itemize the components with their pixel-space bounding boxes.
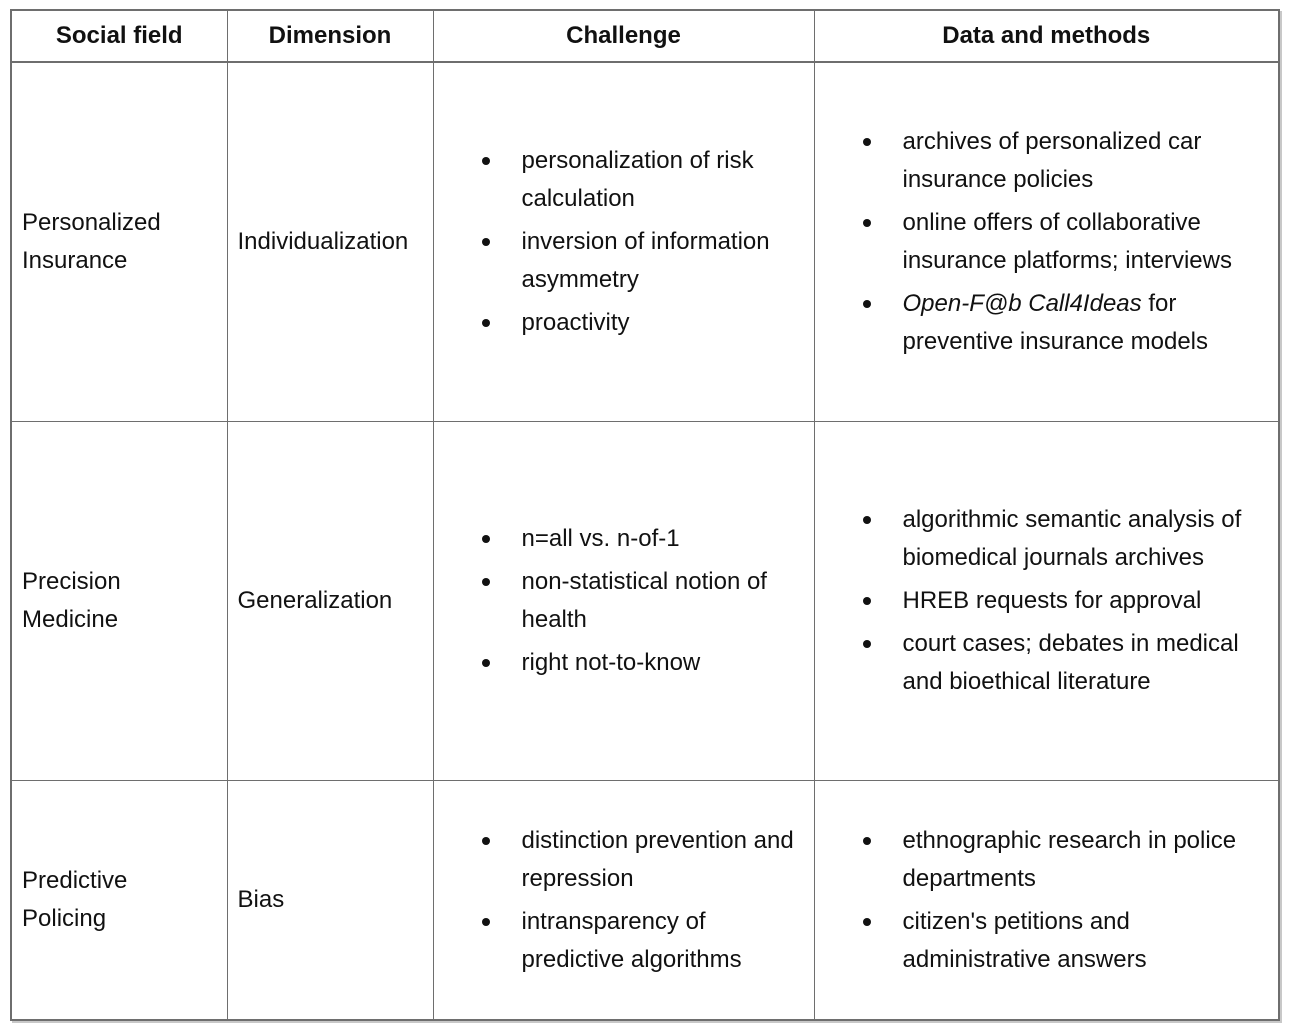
data-methods-list [825,501,1269,701]
challenge-cell [433,780,814,1020]
social-field-line: Precision [22,567,121,595]
list-item: citizen's petitions and administrative answers [825,903,1269,979]
dimension-cell: Bias [227,780,433,1020]
data-methods-list [825,822,1269,979]
list-item: n=all vs. n-of-1 [444,520,804,558]
challenge-list [444,520,804,682]
list-item-italic: Open-F@b Call4Ideas [902,289,1142,317]
dimension-cell: Individualization [227,62,433,421]
header-social-field: Social field [12,11,227,62]
list-item: algorithmic semantic analysis of biomedical journals archives [825,501,1269,577]
list-item [825,285,1269,361]
table-row [12,62,1278,421]
list-item: inversion of information asymmetry [444,223,804,299]
social-field-line: Policing [22,905,107,933]
challenge-list [444,142,804,342]
list-item: non-statistical notion of health [444,563,804,639]
challenge-cell [433,421,814,780]
data-methods-cell [814,421,1278,780]
header-challenge: Challenge [433,11,814,62]
social-field-line: Medicine [22,605,119,633]
list-item: personalization of risk calculation [444,142,804,218]
header-dimension: Dimension [227,11,433,62]
list-item-rest: for preventive insurance models [902,289,1208,355]
list-item: proactivity [444,304,804,342]
challenge-cell [433,62,814,421]
challenge-list [444,822,804,979]
header-row [12,11,1278,62]
list-item: ethnographic research in police departments [825,822,1269,898]
research-table-frame [10,9,1280,1021]
research-table [12,11,1278,1020]
list-item: online offers of collaborative insurance platforms; interviews [825,204,1269,280]
social-field-cell [12,62,227,421]
list-item: HREB requests for approval [825,582,1269,620]
list-item: intransparency of predictive algorithms [444,903,804,979]
list-item: archives of personalized car insurance policies [825,123,1269,199]
table-row [12,421,1278,780]
data-methods-list [825,123,1269,361]
social-field-cell [12,421,227,780]
dimension-cell: Generalization [227,421,433,780]
social-field-line: Insurance [22,246,128,274]
data-methods-cell [814,62,1278,421]
list-item: court cases; debates in medical and bioethical literature [825,625,1269,701]
social-field-cell [12,780,227,1020]
data-methods-cell [814,780,1278,1020]
list-item: distinction prevention and repression [444,822,804,898]
social-field-line: Personalized [22,208,161,236]
list-item: right not-to-know [444,644,804,682]
header-data-and-methods: Data and methods [814,11,1278,62]
table-row [12,780,1278,1020]
social-field-line: Predictive [22,867,128,895]
